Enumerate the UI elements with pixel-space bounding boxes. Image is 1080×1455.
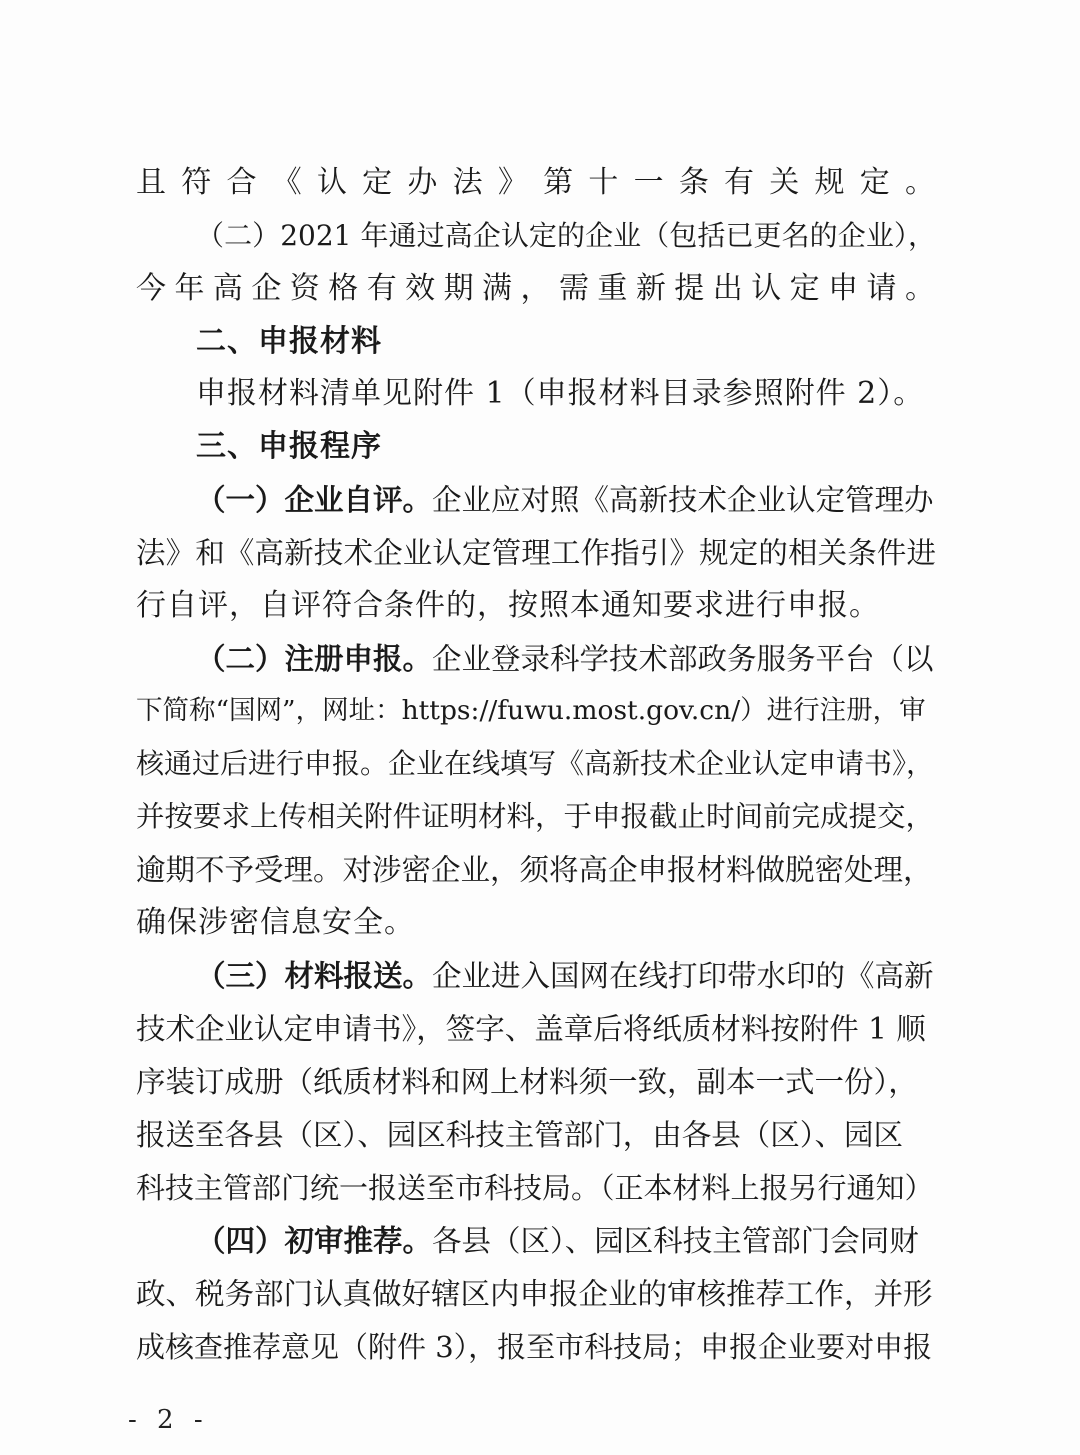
line-text: 报送至各县（区）、园区科技主管部门，由各县（区）、园区 (136, 1118, 904, 1152)
line-text: 法》和《高新技术企业认定管理工作指引》规定的相关条件进 (136, 536, 936, 570)
subsection-title: （二）注册申报。 (196, 641, 433, 676)
section-heading (196, 322, 936, 362)
line-text: 申报材料清单见附件 1（申报材料目录参照附件 2）。 (196, 376, 925, 411)
paragraph-line (196, 956, 936, 996)
paragraph-line (136, 586, 936, 626)
line-text: 且符合《认定办法》第十一条有关规定。 (136, 165, 936, 200)
line-text: 行自评，自评符合条件的，按照本通知要求进行申报。 (136, 588, 880, 623)
line-text: 并按要求上传相关附件证明材料，于申报截止时间前完成提交， (136, 800, 935, 833)
line-text: 企业进入国网在线打印带水印的《高新 (432, 959, 934, 993)
paragraph-line (196, 639, 936, 679)
line-text: 下简称“国网”，网址：https://fuwu.most.gov.cn/）进行注册，审 (136, 695, 926, 726)
heading-text: 三、申报程序 (196, 429, 382, 464)
line-text: 成核查推荐意见（附件 3），报至市科技局；申报企业要对申报 (136, 1330, 933, 1364)
paragraph-line (136, 1062, 936, 1102)
heading-text: 二、申报材料 (196, 324, 382, 359)
subsection-title: （一）企业自评。 (196, 482, 433, 517)
paragraph-line (136, 1168, 936, 1208)
line-text: 序装订成册（纸质材料和网上材料须一致，副本一式一份）， (136, 1065, 918, 1099)
line-text: 核通过后进行申报。企业在线填写《高新技术企业认定申请书》， (136, 747, 935, 780)
paragraph-line (136, 1274, 936, 1314)
line-text: 确保涉密信息安全。 (136, 905, 415, 940)
paragraph-line (196, 1221, 936, 1261)
paragraph-line (136, 850, 936, 890)
line-text: 逾期不予受理。对涉密企业，须将高企申报材料做脱密处理， (136, 853, 933, 887)
paragraph-line (136, 1327, 936, 1367)
paragraph-line (136, 797, 936, 837)
paragraph-line (196, 374, 936, 414)
subsection-title: （四）初审推荐。 (196, 1223, 433, 1258)
line-text: 企业登录科学技术部政务服务平台（以 (432, 642, 934, 676)
paragraph-line (196, 216, 936, 256)
paragraph-line (136, 1115, 936, 1155)
paragraph-line (196, 480, 936, 520)
section-heading (196, 427, 936, 467)
line-text: 科技主管部门统一报送至市科技局。（正本材料上报另行通知） (136, 1171, 934, 1205)
paragraph-line (136, 269, 936, 309)
line-text: 技术企业认定申请书》，签字、盖章后将纸质材料按附件 1 顺 (136, 1012, 926, 1046)
paragraph-line (136, 1009, 936, 1049)
page-number: - 2 - (128, 1405, 209, 1435)
paragraph-line (136, 744, 936, 784)
paragraph-line (136, 533, 936, 573)
line-text: 各县（区）、园区科技主管部门会同财 (432, 1224, 919, 1258)
line-text: 企业应对照《高新技术企业认定管理办 (432, 483, 934, 517)
paragraph-line (136, 691, 936, 731)
subsection-title: （三）材料报送。 (196, 958, 433, 993)
line-text: 今年高企资格有效期满，需重新提出认定申请。 (136, 271, 936, 306)
paragraph-line (136, 163, 936, 203)
line-text: 政、税务部门认真做好辖区内申报企业的审核推荐工作，并形 (136, 1277, 933, 1311)
line-text: （二）2021 年通过高企认定的企业（包括已更名的企业）， (196, 219, 936, 252)
paragraph-line (136, 903, 936, 943)
